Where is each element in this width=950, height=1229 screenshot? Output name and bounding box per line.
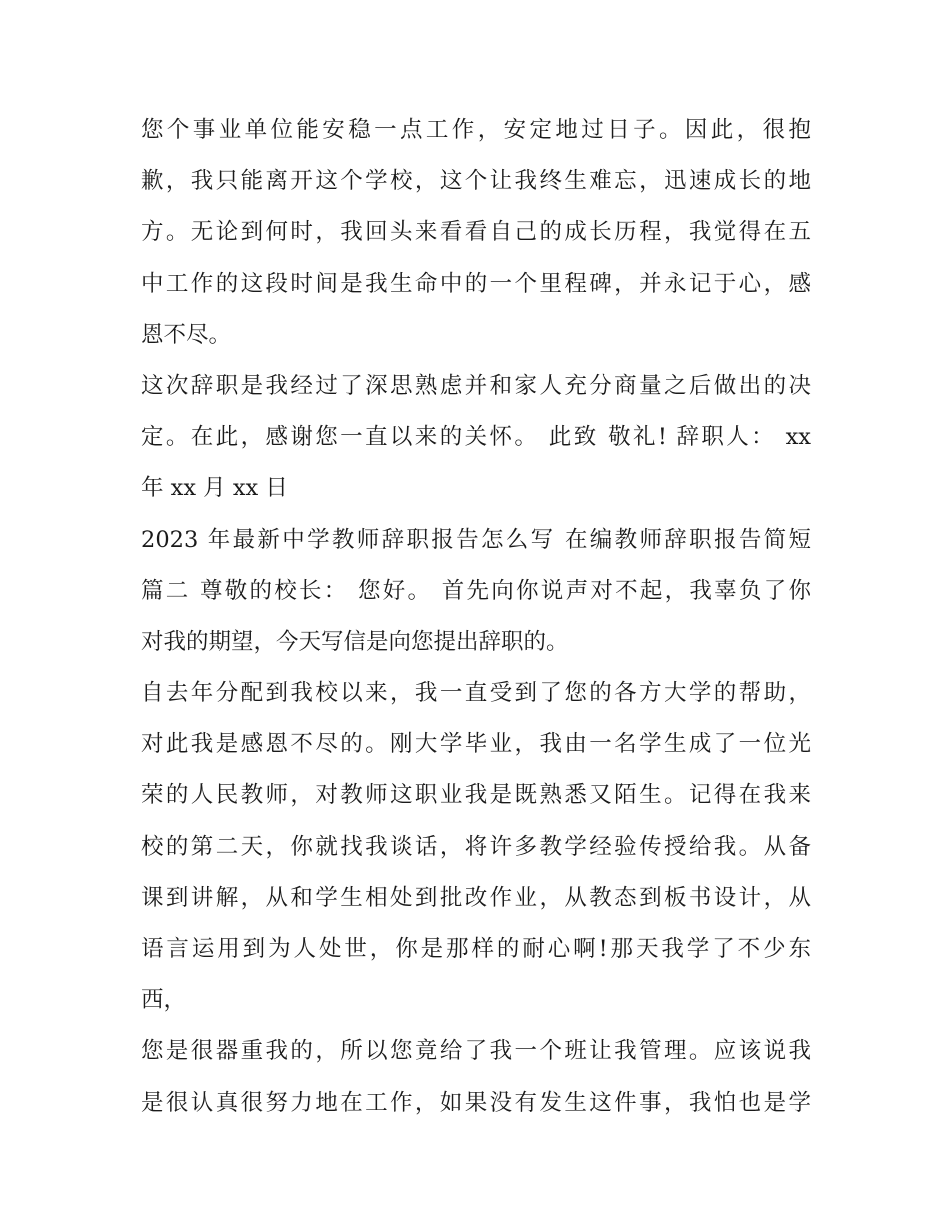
text-line: 校的第二天，你就找我谈话，将许多教学经验传授给我。从备 [141,833,811,860]
text-line: 歉，我只能离开这个学校，这个让我终生难忘，迅速成长的地 [141,168,811,195]
text-line: 对我的期望，今天写信是向您提出辞职的。 [141,628,569,655]
text-line: 2023 年最新中学教师辞职报告怎么写 在编教师辞职报告简短 [141,526,811,553]
text-line: 您个事业单位能安稳一点工作，安定地过日子。因此，很抱 [141,117,811,143]
text-line: 方。无论到何时，我回头来看看自己的成长历程，我觉得在五 [141,219,811,246]
text-line: 恩不尽。 [141,321,232,348]
text-line: 这次辞职是我经过了深思熟虑并和家人充分商量之后做出的决 [141,372,811,399]
text-line: 语言运用到为人处世，你是那样的耐心啊!那天我学了不少东 [141,936,811,962]
text-line: 课到讲解，从和学生相处到批改作业，从教态到板书设计，从 [141,884,811,911]
text-line: 西， [141,987,187,1014]
text-line: 篇二 尊敬的校长： 您好。 首先向你说声对不起，我辜负了你 [141,577,811,604]
text-line: 年 xx 月 xx 日 [141,475,288,502]
text-line: 是很认真很努力地在工作，如果没有发生这件事，我怕也是学 [141,1089,811,1116]
text-line: 荣的人民教师，对教师这职业我是既熟悉又陌生。记得在我来 [141,782,811,809]
document-body [141,105,821,1129]
text-line: 自去年分配到我校以来，我一直受到了您的各方大学的帮助， [141,680,811,707]
text-line: 中工作的这段时间是我生命中的一个里程碑，并永记于心，感 [141,270,811,297]
text-line: 定。在此，感谢您一直以来的关怀。 此致 敬礼! 辞职人： xx [141,424,811,451]
text-line: 对此我是感恩不尽的。刚大学毕业，我由一名学生成了一位光 [141,731,811,758]
text-line: 您是很器重我的，所以您竟给了我一个班让我管理。应该说我 [141,1038,811,1065]
